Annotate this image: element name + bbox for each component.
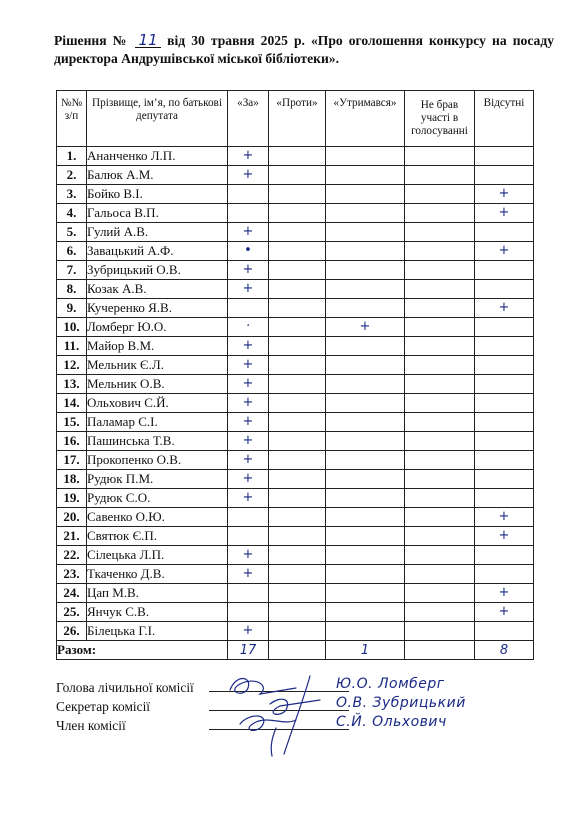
vote-utrymavsia [326, 470, 405, 489]
vote-proty [269, 337, 326, 356]
vote-vidsutni: + [475, 584, 534, 603]
vote-vidsutni [475, 432, 534, 451]
signature-name: О.В. Зубрицький [336, 695, 466, 711]
vote-utrymavsia [326, 546, 405, 565]
deputy-name: Мельник О.В. [87, 375, 228, 394]
vote-za: • [228, 242, 269, 261]
vote-utrymavsia [326, 451, 405, 470]
row-number: 6. [57, 242, 87, 261]
vote-vidsutni [475, 223, 534, 242]
deputy-name: Ольхович С.Й. [87, 394, 228, 413]
heading-prefix: Рішення № [54, 33, 130, 48]
vote-vidsutni: + [475, 185, 534, 204]
table-row [57, 622, 534, 641]
deputy-name: Гулий А.В. [87, 223, 228, 242]
vote-proty [269, 318, 326, 337]
vote-ne-brav [405, 584, 475, 603]
vote-vidsutni: + [475, 242, 534, 261]
signature-name: Ю.О. Ломберг [336, 676, 445, 692]
deputy-name: Цап М.В. [87, 584, 228, 603]
vote-za [228, 508, 269, 527]
vote-vidsutni [475, 318, 534, 337]
deputy-name: Святюк Є.П. [87, 527, 228, 546]
table-row [57, 584, 534, 603]
table-row [57, 470, 534, 489]
vote-za: + [228, 223, 269, 242]
role-secretary: Секретар комісії [56, 699, 151, 714]
row-number: 24. [57, 584, 87, 603]
table-row [57, 432, 534, 451]
vote-ne-brav [405, 546, 475, 565]
vote-vidsutni: + [475, 299, 534, 318]
vote-proty [269, 166, 326, 185]
vote-proty [269, 299, 326, 318]
row-number: 11. [57, 337, 87, 356]
row-number: 16. [57, 432, 87, 451]
vote-za: + [228, 166, 269, 185]
vote-utrymavsia [326, 489, 405, 508]
vote-vidsutni [475, 337, 534, 356]
row-number: 18. [57, 470, 87, 489]
vote-ne-brav [405, 432, 475, 451]
row-number: 19. [57, 489, 87, 508]
vote-proty [269, 584, 326, 603]
deputy-name: Мельник Є.Л. [87, 356, 228, 375]
table-row [57, 242, 534, 261]
table-row [57, 185, 534, 204]
row-number: 2. [57, 166, 87, 185]
total-vidsutni: 8 [475, 641, 534, 660]
row-number: 21. [57, 527, 87, 546]
vote-ne-brav [405, 375, 475, 394]
vote-proty [269, 375, 326, 394]
header-vidsutni: Відсутні [475, 91, 534, 147]
vote-ne-brav [405, 527, 475, 546]
vote-utrymavsia [326, 337, 405, 356]
vote-proty [269, 413, 326, 432]
table-row [57, 204, 534, 223]
vote-ne-brav [405, 470, 475, 489]
vote-utrymavsia [326, 299, 405, 318]
deputy-name: Ананченко Л.П. [87, 147, 228, 166]
vote-utrymavsia [326, 622, 405, 641]
header-proty: «Проти» [269, 91, 326, 147]
decision-number: 11 [135, 33, 161, 48]
table-row [57, 337, 534, 356]
row-number: 20. [57, 508, 87, 527]
deputy-name: Гальоса В.П. [87, 204, 228, 223]
vote-ne-brav [405, 280, 475, 299]
vote-za [228, 584, 269, 603]
vote-proty [269, 147, 326, 166]
table-row [57, 356, 534, 375]
deputy-name: Козак А.В. [87, 280, 228, 299]
vote-ne-brav [405, 489, 475, 508]
decision-heading [54, 32, 554, 68]
table-row [57, 299, 534, 318]
heading-text: від 30 травня 2025 р. «Про оголошення конкурсу на посаду директора Андрушівської міської бібліотеки». [54, 33, 555, 66]
vote-utrymavsia [326, 413, 405, 432]
deputy-name: Сілецька Л.П. [87, 546, 228, 565]
vote-za: + [228, 280, 269, 299]
signature-name: С.Й. Ольхович [336, 714, 447, 730]
vote-proty [269, 223, 326, 242]
vote-vidsutni: + [475, 603, 534, 622]
vote-ne-brav [405, 166, 475, 185]
row-number: 15. [57, 413, 87, 432]
deputy-name: Білецька Г.І. [87, 622, 228, 641]
deputy-name: Бойко В.І. [87, 185, 228, 204]
vote-za: + [228, 147, 269, 166]
vote-vidsutni [475, 622, 534, 641]
totals-row [57, 641, 534, 660]
vote-utrymavsia [326, 375, 405, 394]
vote-vidsutni [475, 356, 534, 375]
vote-ne-brav [405, 508, 475, 527]
vote-utrymavsia [326, 565, 405, 584]
row-number: 1. [57, 147, 87, 166]
vote-za [228, 204, 269, 223]
vote-proty [269, 394, 326, 413]
vote-table [56, 90, 534, 660]
deputy-name: Рудюк П.М. [87, 470, 228, 489]
row-number: 8. [57, 280, 87, 299]
vote-utrymavsia [326, 356, 405, 375]
header-utrymavsia: «Утримався» [326, 91, 405, 147]
deputy-name: Савенко О.Ю. [87, 508, 228, 527]
table-row [57, 394, 534, 413]
vote-utrymavsia [326, 603, 405, 622]
deputy-name: Прокопенко О.В. [87, 451, 228, 470]
vote-utrymavsia [326, 508, 405, 527]
vote-ne-brav [405, 603, 475, 622]
vote-proty [269, 261, 326, 280]
table-row [57, 527, 534, 546]
vote-utrymavsia: + [326, 318, 405, 337]
vote-za [228, 299, 269, 318]
vote-ne-brav [405, 185, 475, 204]
vote-ne-brav [405, 223, 475, 242]
role-member: Член комісії [56, 718, 126, 733]
table-header-row [57, 91, 534, 147]
table-row [57, 546, 534, 565]
vote-ne-brav [405, 204, 475, 223]
vote-proty [269, 204, 326, 223]
table-row [57, 223, 534, 242]
vote-vidsutni: + [475, 204, 534, 223]
vote-proty [269, 527, 326, 546]
vote-ne-brav [405, 451, 475, 470]
header-name: Прізвище, ім’я, по батькові депутата [87, 91, 228, 147]
vote-za: + [228, 470, 269, 489]
vote-za: + [228, 546, 269, 565]
vote-utrymavsia [326, 527, 405, 546]
header-ne-brav: Не брав участі в голосуванні [405, 91, 475, 147]
vote-proty [269, 432, 326, 451]
row-number: 5. [57, 223, 87, 242]
deputy-name: Рудюк С.О. [87, 489, 228, 508]
vote-vidsutni [475, 413, 534, 432]
vote-vidsutni [475, 489, 534, 508]
deputy-name: Янчук С.В. [87, 603, 228, 622]
vote-vidsutni [475, 451, 534, 470]
table-row [57, 508, 534, 527]
table-row [57, 261, 534, 280]
vote-za: + [228, 356, 269, 375]
deputy-name: Пашинська Т.В. [87, 432, 228, 451]
row-number: 25. [57, 603, 87, 622]
vote-vidsutni [475, 261, 534, 280]
totals-label: Разом: [57, 641, 228, 660]
row-number: 23. [57, 565, 87, 584]
table-row [57, 318, 534, 337]
vote-utrymavsia [326, 432, 405, 451]
vote-ne-brav [405, 147, 475, 166]
vote-za: + [228, 375, 269, 394]
vote-ne-brav [405, 318, 475, 337]
vote-ne-brav [405, 622, 475, 641]
row-number: 7. [57, 261, 87, 280]
row-number: 13. [57, 375, 87, 394]
deputy-name: Балюк А.М. [87, 166, 228, 185]
vote-vidsutni [475, 166, 534, 185]
vote-utrymavsia [326, 166, 405, 185]
vote-utrymavsia [326, 185, 405, 204]
vote-za: + [228, 261, 269, 280]
vote-utrymavsia [326, 204, 405, 223]
vote-ne-brav [405, 242, 475, 261]
vote-utrymavsia [326, 261, 405, 280]
vote-za: + [228, 413, 269, 432]
row-number: 12. [57, 356, 87, 375]
table-row [57, 603, 534, 622]
total-proty [269, 641, 326, 660]
vote-vidsutni: + [475, 527, 534, 546]
total-za: 17 [228, 641, 269, 660]
vote-proty [269, 451, 326, 470]
vote-za: + [228, 337, 269, 356]
row-number: 3. [57, 185, 87, 204]
row-number: 26. [57, 622, 87, 641]
vote-ne-brav [405, 261, 475, 280]
vote-za [228, 527, 269, 546]
vote-za: + [228, 432, 269, 451]
vote-za: + [228, 394, 269, 413]
vote-vidsutni: + [475, 508, 534, 527]
handwritten-signatures [200, 668, 340, 758]
vote-utrymavsia [326, 584, 405, 603]
deputy-name: Майор В.М. [87, 337, 228, 356]
vote-vidsutni [475, 280, 534, 299]
row-number: 10. [57, 318, 87, 337]
vote-ne-brav [405, 299, 475, 318]
vote-vidsutni [475, 470, 534, 489]
row-number: 9. [57, 299, 87, 318]
row-number: 4. [57, 204, 87, 223]
table-row [57, 147, 534, 166]
vote-proty [269, 546, 326, 565]
vote-proty [269, 242, 326, 261]
vote-utrymavsia [326, 394, 405, 413]
table-row [57, 166, 534, 185]
header-za: «За» [228, 91, 269, 147]
vote-utrymavsia [326, 223, 405, 242]
vote-proty [269, 356, 326, 375]
total-utrymavsia: 1 [326, 641, 405, 660]
vote-ne-brav [405, 565, 475, 584]
deputy-name: Ломберг Ю.О. [87, 318, 228, 337]
vote-ne-brav [405, 337, 475, 356]
vote-za [228, 603, 269, 622]
deputy-name: Завацький А.Ф. [87, 242, 228, 261]
vote-vidsutni [475, 565, 534, 584]
vote-za [228, 185, 269, 204]
table-row [57, 375, 534, 394]
vote-vidsutni [475, 546, 534, 565]
vote-za: + [228, 489, 269, 508]
vote-ne-brav [405, 356, 475, 375]
vote-proty [269, 622, 326, 641]
vote-vidsutni [475, 147, 534, 166]
deputy-name: Зубрицький О.В. [87, 261, 228, 280]
vote-utrymavsia [326, 280, 405, 299]
vote-proty [269, 489, 326, 508]
table-row [57, 451, 534, 470]
vote-proty [269, 470, 326, 489]
vote-proty [269, 280, 326, 299]
table-row [57, 489, 534, 508]
total-ne-brav [405, 641, 475, 660]
table-row [57, 280, 534, 299]
row-number: 22. [57, 546, 87, 565]
vote-proty [269, 603, 326, 622]
vote-vidsutni [475, 394, 534, 413]
vote-ne-brav [405, 413, 475, 432]
vote-proty [269, 565, 326, 584]
vote-vidsutni [475, 375, 534, 394]
table-row [57, 413, 534, 432]
vote-ne-brav [405, 394, 475, 413]
deputy-name: Паламар С.І. [87, 413, 228, 432]
row-number: 14. [57, 394, 87, 413]
deputy-name: Кучеренко Я.В. [87, 299, 228, 318]
header-num: №№ з/п [57, 91, 87, 147]
vote-za: · [228, 318, 269, 337]
role-head: Голова лічильної комісії [56, 680, 194, 695]
vote-za: + [228, 565, 269, 584]
vote-proty [269, 508, 326, 527]
vote-proty [269, 185, 326, 204]
deputy-name: Ткаченко Д.В. [87, 565, 228, 584]
row-number: 17. [57, 451, 87, 470]
vote-za: + [228, 451, 269, 470]
vote-utrymavsia [326, 147, 405, 166]
vote-za: + [228, 622, 269, 641]
table-row [57, 565, 534, 584]
vote-utrymavsia [326, 242, 405, 261]
